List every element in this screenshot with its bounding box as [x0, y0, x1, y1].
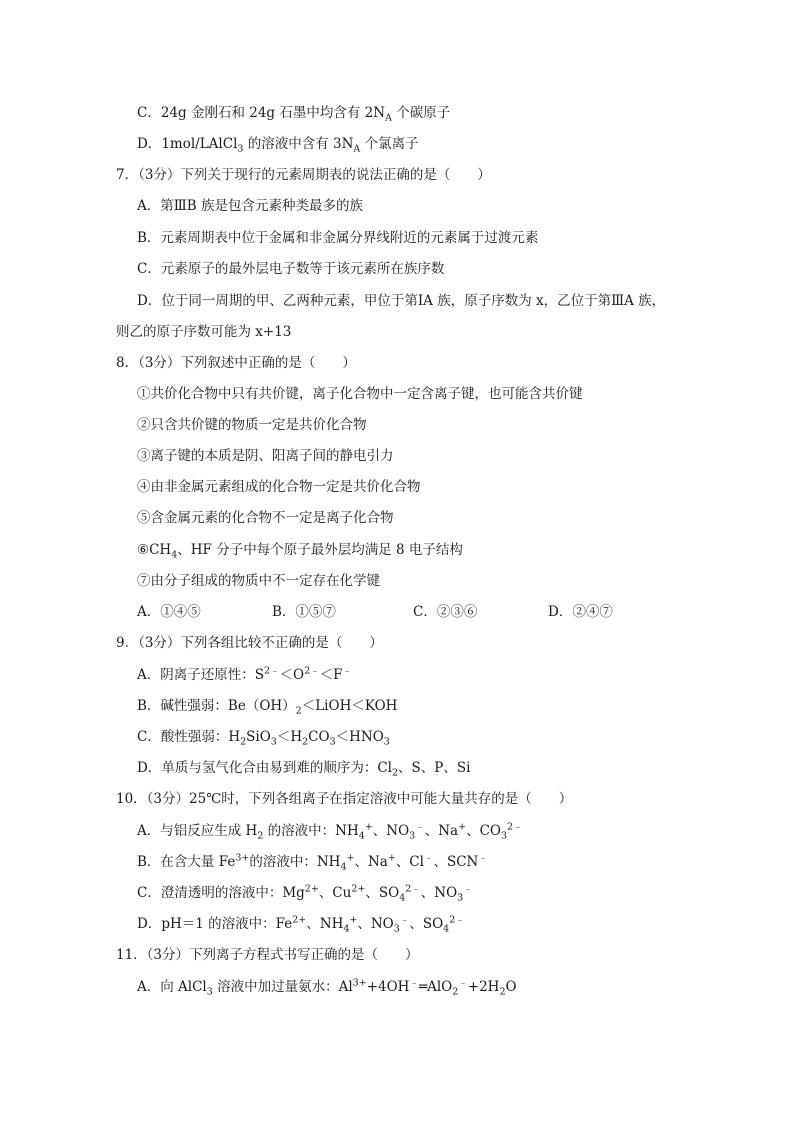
q10-option-b: B．在含大量 $Fe^{3+}$的溶液中：$NH_4^+$、Na+、Cl﹣、SCN﹣ — [137, 852, 488, 873]
q10-option-d: D．pH＝1 的溶液中：$Fe^{2+}$、$NH_4^+$、$NO_3^﹣$、$SO_4^{2﹣}$ — [137, 914, 465, 935]
q8-statement-7: ⑦由分子组成的物质中不一定存在化学键 — [137, 573, 380, 589]
question-7-stem: 7．（3分）下列关于现行的元素周期表的说法正确的是（ ） — [116, 167, 491, 183]
q11-option-a: A．向 AlCl$_3$ 溶液中加过量氨水：$Al^{3+}+4OH^﹣═AlO_2^﹣+2H_2O$ — [137, 977, 517, 998]
q8-statement-6: $⑥CH_4$、HF 分子中每个原子最外层均满足 8 电子结构 — [137, 542, 463, 561]
question-10-stem: 10．（3分）25℃时，下列各组离子在指定溶液中可能大量共存的是（ ） — [116, 791, 573, 807]
q8-statement-2: ②只含共价键的物质一定是共价化合物 — [137, 417, 367, 433]
q7-option-c: C．元素原子的最外层电子数等于该元素所在族序数 — [137, 261, 445, 277]
q8-statement-5: ⑤含金属元素的化合物不一定是离子化合物 — [137, 510, 394, 526]
q10-option-c: C．澄清透明的溶液中：$Mg^{2+}$、$Cu^{2+}$、$SO_4^{2﹣}$、$NO_3^﹣$ — [137, 883, 473, 904]
q10-option-a: A．与铝反应生成 $H_2$ 的溶液中：$NH_4^+$、$NO_3^﹣$、Na+、$CO_3^{2﹣}$ — [137, 821, 523, 842]
q8-choice-a: A．①④⑤ — [137, 604, 201, 620]
q8-statement-4: ④由非金属元素组成的化合物一定是共价化合物 — [137, 479, 421, 495]
q8-choice-c: C．②③⑥ — [413, 604, 478, 620]
q7-option-d: D．位于同一周期的甲、乙两种元素，甲位于第ⅠA 族，原子序数为 x，乙位于第ⅢA 族， — [137, 293, 666, 309]
q9-option-c: C．酸性强弱：$H_2SiO_3<H_2CO_3<HNO_3$ — [137, 729, 390, 748]
q7-option-d-continued: 则乙的原子序数可能为 x+13 — [116, 324, 292, 340]
q8-statement-3: ③离子键的本质是阴、阳离子间的静电引力 — [137, 448, 394, 464]
question-9-stem: 9．（3分）下列各组比较不正确的是（ ） — [116, 635, 383, 651]
question-8-stem: 8．（3分）下列叙述中正确的是（ ） — [116, 355, 356, 371]
question-11-stem: 11．（3分）下列离子方程式书写正确的是（ ） — [116, 947, 419, 963]
q8-choices — [137, 603, 613, 621]
q9-option-b: B．碱性强弱：$Be(OH)_2<LiOH<KOH$ — [137, 698, 398, 717]
q9-option-d: D．单质与氢气化合由易到难的顺序为：$Cl_2$、S、P、Si — [137, 760, 471, 779]
q6-option-d: D．1mol/LAlCl$_3$ 的溶液中含有 $3N_A$ 个氯离子 — [137, 136, 419, 155]
q9-option-a: A．阴离子还原性：$S^{2﹣}<O^{2﹣}<F^﹣$ — [137, 665, 353, 683]
q7-option-a: A．第ⅢB 族是包含元素种类最多的族 — [137, 198, 363, 214]
q8-choice-b: B．①⑤⑦ — [272, 604, 336, 620]
q8-statement-1: ①共价化合物中只有共价键，离子化合物中一定含离子键，也可能含共价键 — [137, 386, 583, 402]
q8-choice-d: D．②④⑦ — [548, 604, 613, 620]
q7-option-b: B．元素周期表中位于金属和非金属分界线附近的元素属于过渡元素 — [137, 230, 539, 246]
q6-option-c: C．24g 金刚石和 24g 石墨中均含有 $2N_A$ 个碳原子 — [137, 105, 451, 124]
